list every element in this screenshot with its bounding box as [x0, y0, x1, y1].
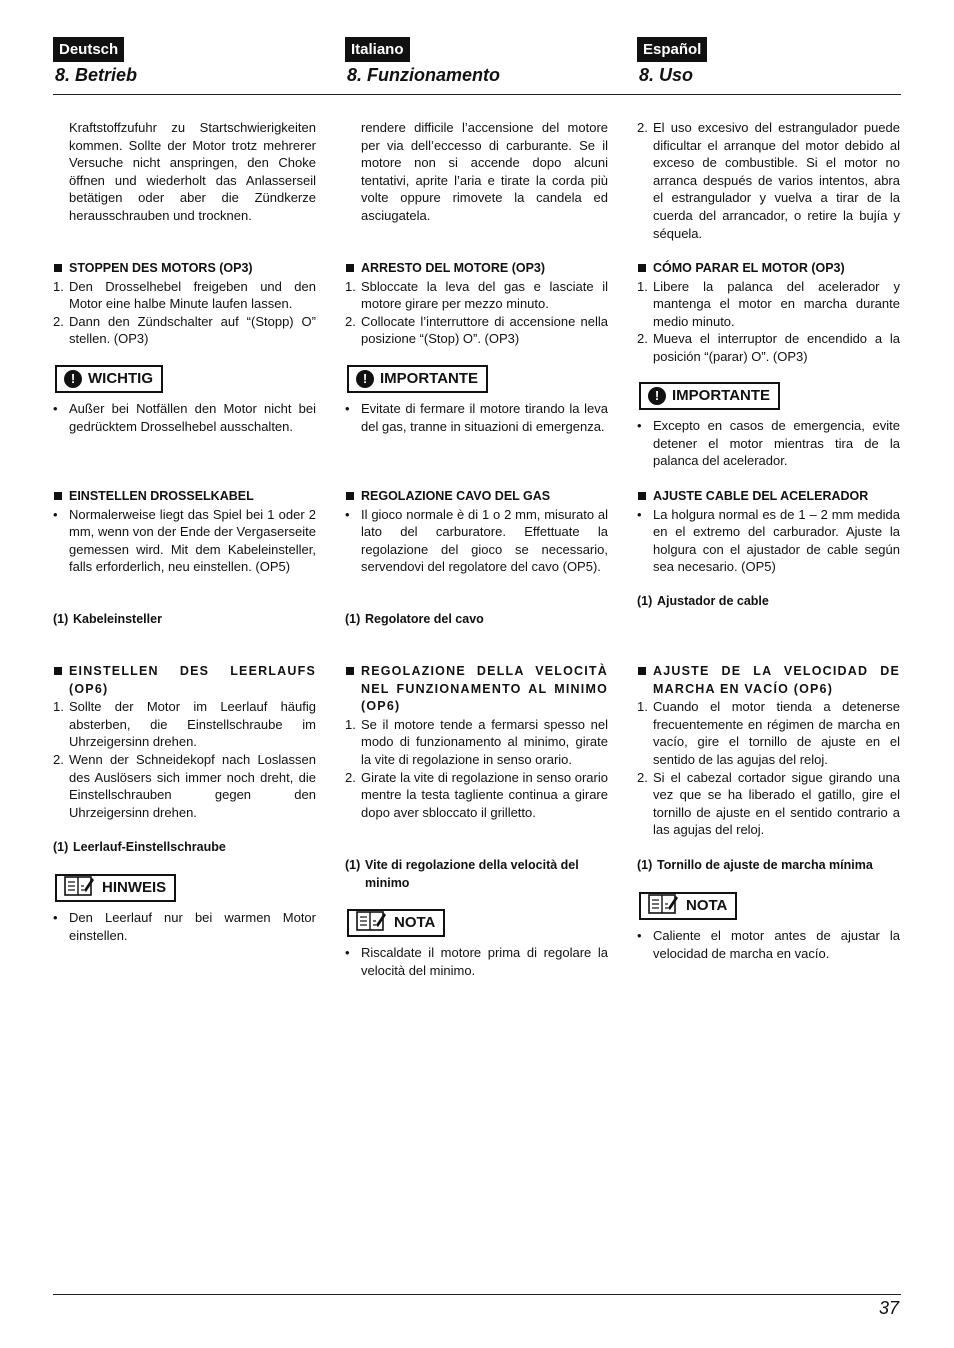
figure-caption: (1) Vite di regolazione della velocità del minimo — [345, 858, 579, 890]
section-heading: EINSTELLEN DROSSELKABEL — [53, 488, 316, 506]
list-item: • La holgura normal es de 1 – 2 mm medida en el extremo del carburador. Ajuste la holgura con el ajustador de cable según sea necesario. (OP5) — [637, 506, 900, 575]
figure-caption: (1) Ajustador de cable — [637, 594, 769, 608]
intro-paragraph — [345, 119, 608, 225]
section-title-deutsch: 8. Betrieb — [55, 65, 138, 85]
throttle-cable-section — [637, 488, 900, 576]
note-box — [347, 909, 445, 937]
section-heading: AJUSTE CABLE DEL ACELERADOR — [637, 488, 900, 506]
section-heading: CÓMO PARAR EL MOTOR (OP3) — [637, 260, 900, 278]
list-item: 1. Libere la palanca del acelerador y mantenga el motor en marcha durante medio minuto. — [637, 278, 900, 329]
note-label: HINWEIS — [102, 879, 167, 897]
note-box — [55, 874, 176, 902]
list-item: 1. Den Drosselhebel freigeben und den Motor eine halbe Minute laufen lassen. — [53, 278, 316, 312]
list-item: 2. Wenn der Schneidekopf nach Loslassen des Auslösers sich immer noch dreht, die Einstellschrauben gegen den Uhrzeigersinn drehen. — [53, 751, 316, 820]
square-bullet-icon — [54, 264, 62, 272]
intro-text: Kraftstoffzufuhr zu Startschwierigkeiten kommen. Sollte der Motor trotz mehrerer Versuche nicht anspringen, den Choke öffnen und wiederholt das Anlasserseil betätigen oder aber die Zündkerze herausschrauben und trocknen. — [69, 120, 316, 223]
header-rule — [53, 94, 901, 95]
warning-box — [639, 382, 780, 410]
intro-paragraph — [637, 119, 900, 242]
exclamation-circle-icon: ! — [648, 387, 666, 405]
list-item: • Il gioco normale è di 1 o 2 mm, misurato al lato del carburatore. Effettuate la regolazione del gioco se necessario, servendovi del regolatore del cavo (OP5). — [345, 506, 608, 575]
intro-text: 2. El uso excesivo del estrangulador puede dificultar el arranque del motor debido al exceso de combustible. Si el motor no arranca después de varios intentos, abra el estrangulador y vuelva a tirar de la cuerda del arrancador, o retire la bujía y séquela. — [637, 120, 900, 241]
footer-rule — [53, 1294, 901, 1295]
warning-label: IMPORTANTE — [380, 370, 479, 388]
square-bullet-icon — [638, 492, 646, 500]
square-bullet-icon — [346, 492, 354, 500]
list-item: 1. Se il motore tende a fermarsi spesso nel modo di funzionamento al minimo, girate la vite di regolazione in senso orario. — [345, 716, 608, 767]
list-item: 1. Sollte der Motor im Leerlauf häufig absterben, die Einstellschraube im Uhrzeigersinn drehen. — [53, 699, 316, 750]
section-title-italiano: 8. Funzionamento — [347, 65, 500, 85]
book-pencil-icon — [648, 894, 678, 919]
list-item: 2. Mueva el interruptor de encendido a la posición “(parar) O”. (OP3) — [637, 331, 900, 364]
stop-engine-section — [53, 260, 316, 348]
section-heading: ARRESTO DEL MOTORE (OP3) — [345, 260, 608, 278]
page-number: 37 — [878, 1298, 899, 1318]
language-tag-italiano: Italiano — [345, 37, 410, 62]
section-heading: REGOLAZIONE DELLA VELOCITÀ NEL FUNZIONAMENTO AL MINIMO (OP6) — [345, 663, 608, 716]
warning-label: IMPORTANTE — [672, 387, 771, 405]
warning-text: • Evitate di fermare il motore tirando la leva del gas, tranne in situazioni di emergenza. — [345, 401, 608, 434]
list-item: 2. Dann den Zündschalter auf “(Stopp) O” stellen. (OP3) — [53, 313, 316, 347]
language-tag-espanol: Español — [637, 37, 707, 62]
note-text: • Den Leerlauf nur bei warmen Motor einstellen. — [53, 910, 316, 943]
intro-text: rendere difficile l’accensione del motore per via dell’eccesso di carburante. Se il motore non si accende dopo alcuni tentativi, aprite l’aria e tirate la corda più volte oppure rimovete la candela ed asciugatela. — [361, 120, 608, 223]
square-bullet-icon — [54, 492, 62, 500]
section-heading: EINSTELLEN DES LEERLAUFS (OP6) — [53, 663, 316, 698]
figure-caption: (1) Tornillo de ajuste de marcha mínima — [637, 858, 873, 872]
note-label: NOTA — [394, 914, 436, 932]
idle-adjust-section — [637, 663, 900, 839]
stop-engine-section — [345, 260, 608, 348]
section-heading: REGOLAZIONE CAVO DEL GAS — [345, 488, 608, 506]
note-text: • Caliente el motor antes de ajustar la velocidad de marcha en vacío. — [637, 928, 900, 961]
list-item: 2. Collocate l’interruttore di accensione nella posizione “(Stop) O”. (OP3) — [345, 313, 608, 347]
exclamation-circle-icon: ! — [64, 370, 82, 388]
section-title-espanol: 8. Uso — [639, 65, 694, 85]
warning-box — [347, 365, 488, 393]
figure-caption: (1) Leerlauf-Einstellschraube — [53, 840, 226, 854]
book-pencil-icon — [64, 876, 94, 901]
list-item: • Normalerweise liegt das Spiel bei 1 oder 2 mm, wenn von der Ende der Vergaserseite gemessen wird. Mit dem Kabeleinsteller, falls erforderlich, neu einstellen. (OP5) — [53, 506, 316, 575]
list-item: 2. Si el cabezal cortador sigue girando una vez que se ha liberado el gatillo, gire el tornillo de ajuste en el sentido contrario a las agujas del reloj. — [637, 769, 900, 838]
list-item: 1. Cuando el motor tienda a detenerse frecuentemente en régimen de marcha en vacío, gire el tornillo de ajuste en el sentido de las agujas del reloj. — [637, 699, 900, 767]
list-item: 2. Girate la vite di regolazione in senso orario mentre la testa tagliente continua a girare dopo aver sbloccato il grilletto. — [345, 769, 608, 820]
square-bullet-icon — [54, 667, 62, 675]
list-item: 1. Sbloccate la leva del gas e lasciate il motore girare per mezzo minuto. — [345, 278, 608, 312]
stop-engine-section — [637, 260, 900, 366]
language-tag-deutsch: Deutsch — [53, 37, 124, 62]
warning-label: WICHTIG — [88, 370, 153, 388]
square-bullet-icon — [638, 264, 646, 272]
note-label: NOTA — [686, 897, 728, 915]
square-bullet-icon — [638, 667, 646, 675]
square-bullet-icon — [346, 667, 354, 675]
warning-text: • Excepto en casos de emergencia, evite detener el motor mientras tira de la palanca del acelerador. — [637, 418, 900, 469]
exclamation-circle-icon: ! — [356, 370, 374, 388]
throttle-cable-section — [53, 488, 316, 576]
section-heading: AJUSTE DE LA VELOCIDAD DE MARCHA EN VACÍO (OP6) — [637, 663, 900, 698]
idle-adjust-section — [345, 663, 608, 821]
note-text: • Riscaldate il motore prima di regolare la velocità del minimo. — [345, 945, 608, 978]
square-bullet-icon — [346, 264, 354, 272]
book-pencil-icon — [356, 911, 386, 936]
figure-caption: (1) Kabeleinsteller — [53, 612, 162, 626]
note-box — [639, 892, 737, 920]
intro-paragraph — [53, 119, 316, 225]
idle-adjust-section — [53, 663, 316, 821]
figure-caption: (1) Regolatore del cavo — [345, 612, 484, 626]
warning-text: • Außer bei Notfällen den Motor nicht bei gedrücktem Drosselhebel ausschalten. — [53, 401, 316, 434]
throttle-cable-section — [345, 488, 608, 576]
warning-box — [55, 365, 163, 393]
section-heading: STOPPEN DES MOTORS (OP3) — [53, 260, 316, 278]
